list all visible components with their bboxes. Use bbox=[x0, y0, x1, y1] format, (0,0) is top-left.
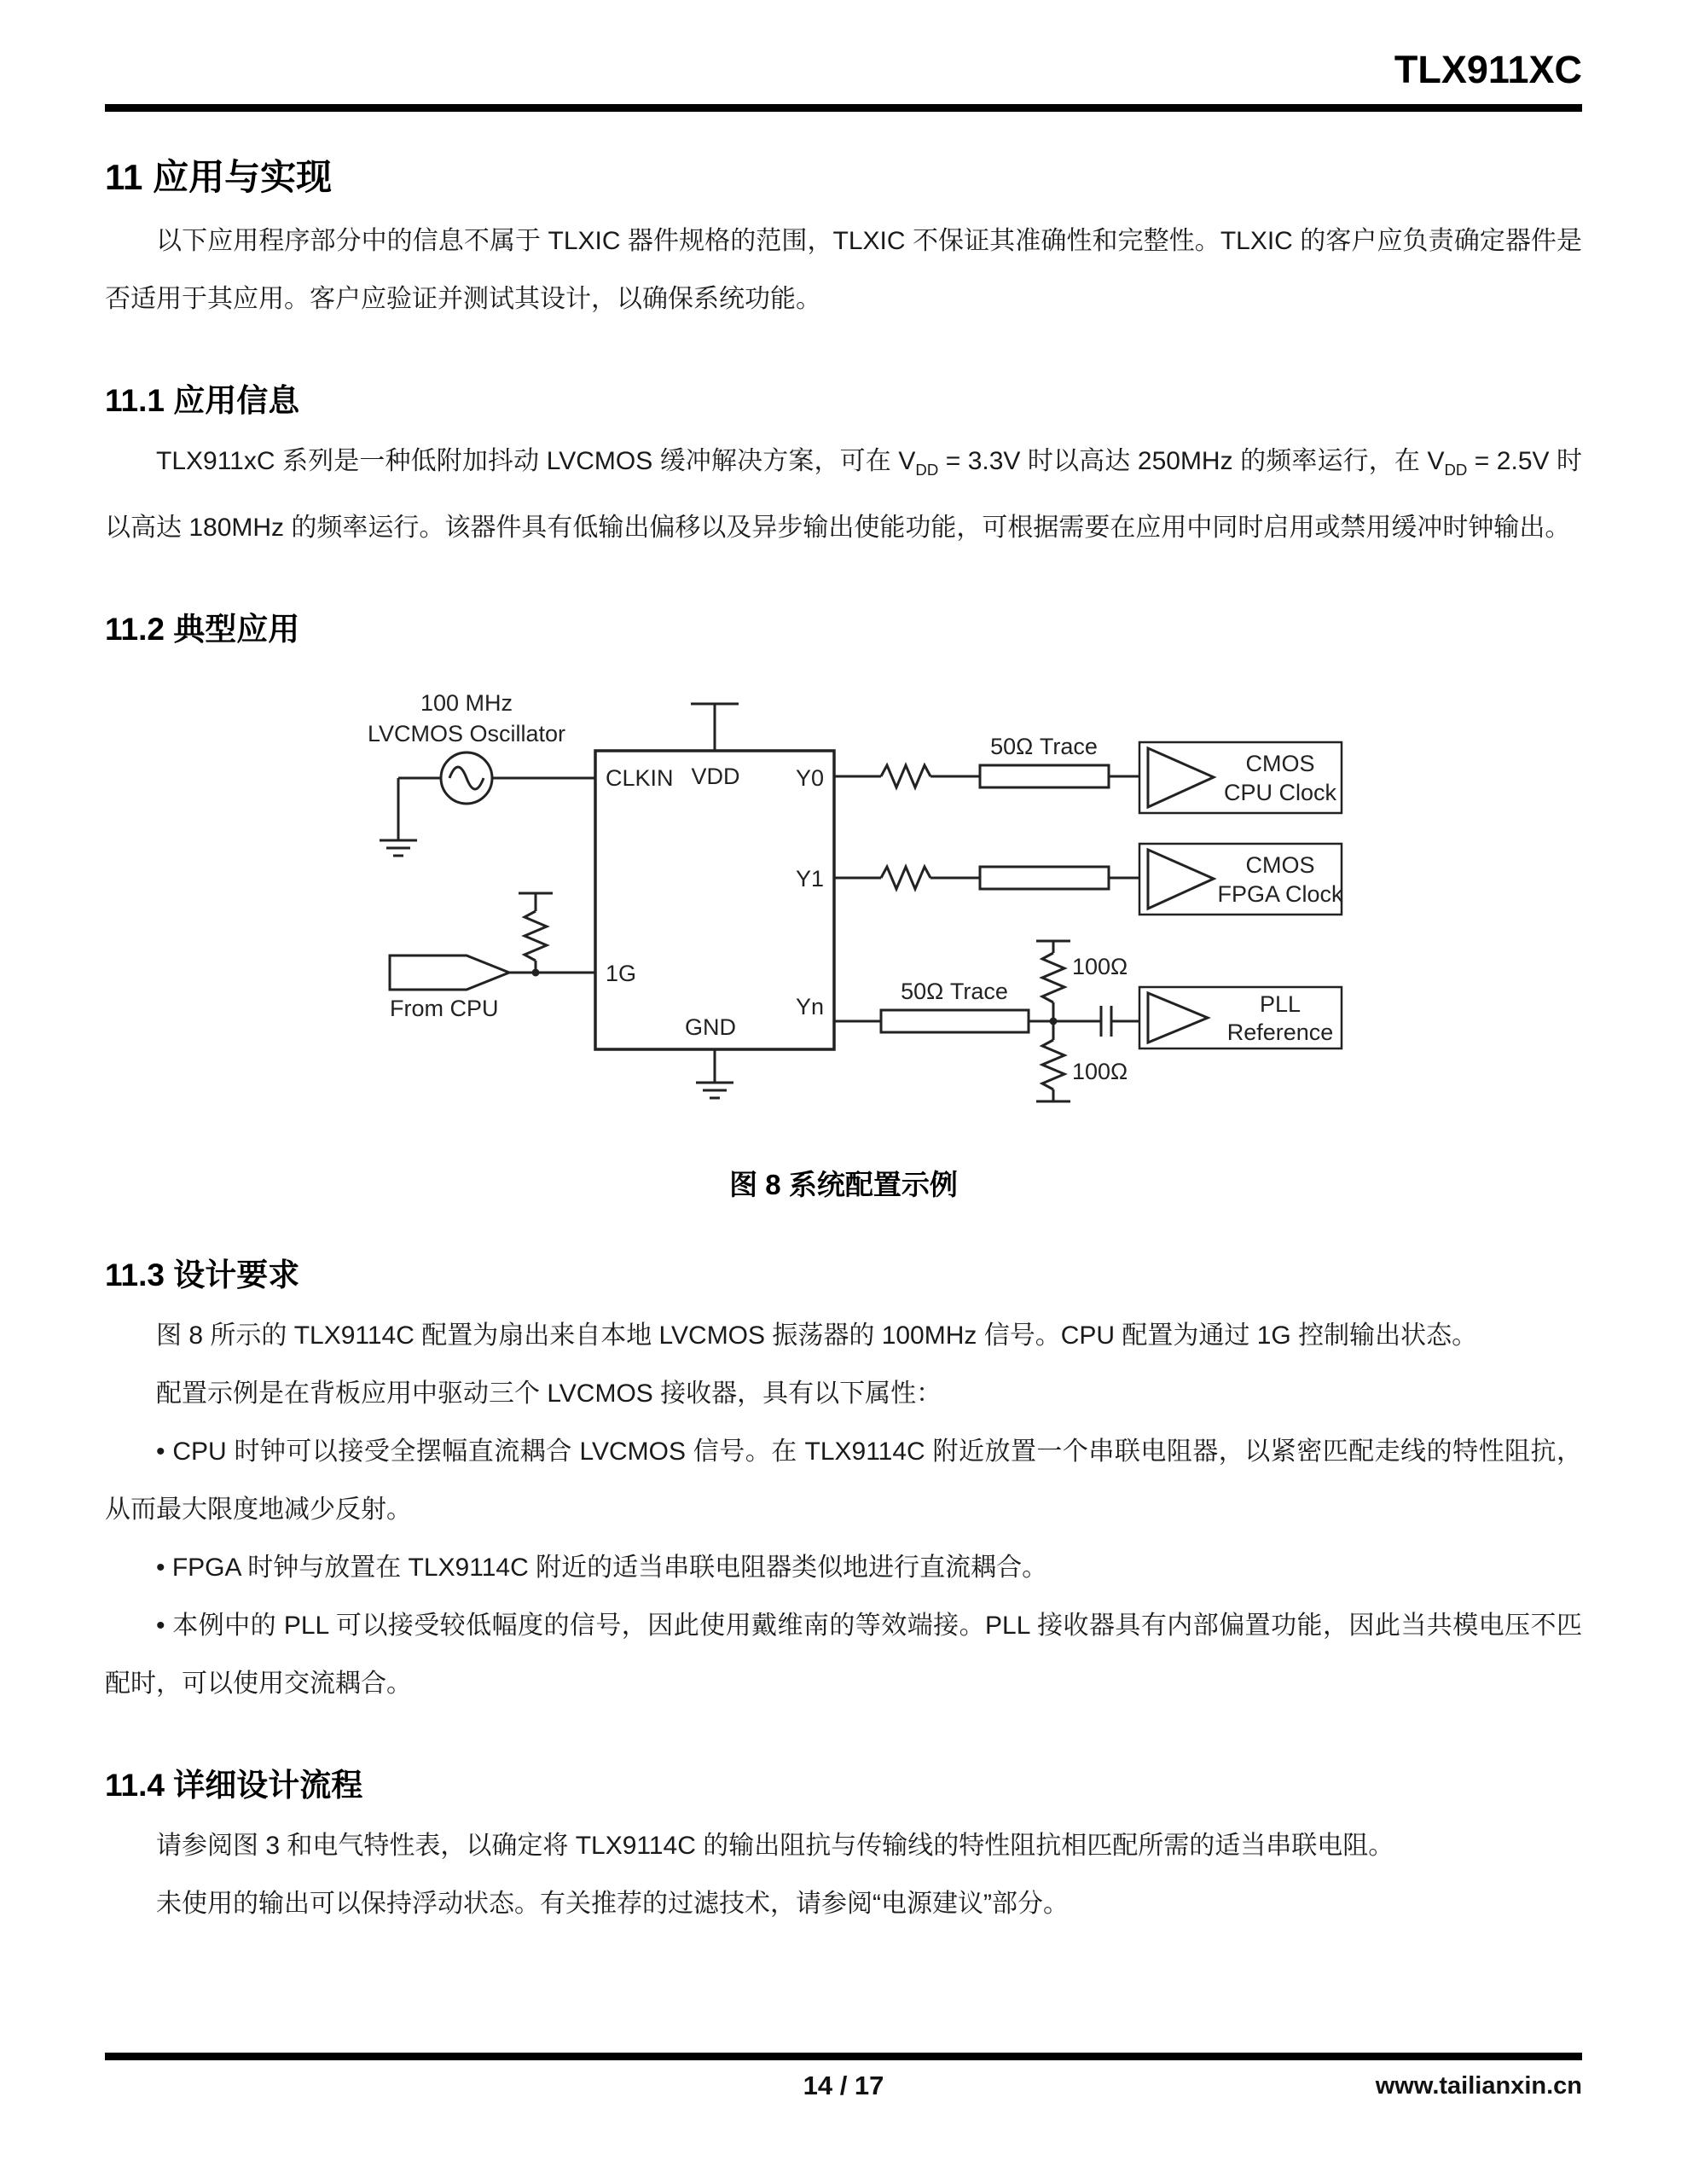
trace-box bbox=[980, 867, 1109, 889]
from-cpu-flag-icon bbox=[390, 956, 509, 990]
para-segment: TLX911xC 系列是一种低附加抖动 LVCMOS 缓冲解决方案，可在 V bbox=[156, 447, 916, 475]
section-11-2-heading: 11.2 典型应用 bbox=[105, 612, 300, 647]
figure-caption: 图 8 系统配置示例 bbox=[729, 1169, 958, 1200]
header-rule bbox=[105, 104, 1582, 112]
pll-receiver-line1: PLL bbox=[1259, 991, 1301, 1017]
section-11-3-heading: 11.3 设计要求 bbox=[105, 1258, 300, 1292]
doc-title: TLX911XC bbox=[1394, 48, 1582, 91]
pll-receiver-line2: Reference bbox=[1226, 1019, 1334, 1045]
buffer-triangle-icon bbox=[1148, 850, 1214, 909]
ground-icon bbox=[380, 840, 417, 856]
fpga-receiver-line1: CMOS bbox=[1245, 852, 1315, 878]
section-11-3-paragraph-1: 图 8 所示的 TLX9114C 配置为扇出来自本地 LVCMOS 振荡器的 100MHz 信号。CPU 配置为通过 1G 控制输出状态。 bbox=[156, 1321, 1478, 1350]
section-11-paragraph: 以下应用程序部分中的信息不属于 TLXIC 器件规格的范围，TLXIC 不保证其准确性和完整性。TLXIC 的客户应负责确定器件是否适用于其应用。客户应验证并测试其设计，以确保系统功能。 bbox=[105, 227, 1582, 313]
pin-1g-label: 1G bbox=[606, 961, 637, 986]
section-11-4-paragraph-2: 未使用的输出可以保持浮动状态。有关推荐的过滤技术，请参阅“电源建议”部分。 bbox=[156, 1890, 1069, 1918]
para-segment: = 2.5V 时以高达 180MHz 的频率运行。该器件具有低输出偏移以及异步输出使能功能，可根据需要在应用中同时启用或禁用缓冲时钟输出。 bbox=[105, 447, 1582, 542]
resistor-icon bbox=[525, 911, 547, 961]
pin-vdd-label: VDD bbox=[691, 764, 740, 789]
pin-gnd-label: GND bbox=[685, 1014, 736, 1040]
fpga-receiver-line2: FPGA Clock bbox=[1217, 881, 1343, 907]
trace-label-bottom: 50Ω Trace bbox=[901, 979, 1008, 1004]
resistor-icon bbox=[881, 867, 930, 889]
pullup-wire bbox=[519, 893, 553, 973]
bullet-pll: • 本例中的 PLL 可以接受较低幅度的信号，因此使用戴维南的等效端接。PLL 接收器具有内部偏置功能，因此当共模电压不匹配时，可以使用交流耦合。 bbox=[105, 1612, 1582, 1698]
section-11-4-paragraph-1: 请参阅图 3 和电气特性表，以确定将 TLX9114C 的输出阻抗与传输线的特性阻抗相匹配所需的适当串联电阻。 bbox=[156, 1832, 1394, 1860]
pin-yn-label: Yn bbox=[795, 994, 824, 1019]
section-11-1-heading: 11.1 应用信息 bbox=[105, 383, 300, 418]
para-segment: = 3.3V 时以高达 250MHz 的频率运行，在 V bbox=[938, 447, 1445, 475]
from-cpu-label: From CPU bbox=[390, 996, 499, 1021]
trace-box bbox=[980, 765, 1109, 787]
trace-box bbox=[881, 1010, 1029, 1032]
resistor-bottom-label: 100Ω bbox=[1072, 1059, 1128, 1084]
section-11-heading: 11 应用与实现 bbox=[105, 157, 333, 197]
ground-icon bbox=[696, 1083, 733, 1098]
pin-clkin-label: CLKIN bbox=[606, 765, 674, 791]
oscillator-wire bbox=[398, 778, 595, 840]
cpu-receiver-line2: CPU Clock bbox=[1223, 780, 1337, 805]
vdd-subscript: DD bbox=[915, 461, 939, 479]
vdd-rail-icon bbox=[691, 704, 739, 751]
cpu-receiver-line1: CMOS bbox=[1245, 751, 1315, 776]
system-configuration-diagram bbox=[216, 670, 1376, 1147]
website-link[interactable]: www.tailianxin.cn bbox=[1375, 2072, 1582, 2100]
resistor-icon bbox=[1042, 953, 1064, 1002]
bullet-fpga-clock: • FPGA 时钟与放置在 TLX9114C 附近的适当串联电阻器类似地进行直流耦合。 bbox=[156, 1554, 1048, 1582]
resistor-top-label: 100Ω bbox=[1072, 954, 1128, 979]
buffer-triangle-icon bbox=[1148, 993, 1208, 1043]
trace-label-top: 50Ω Trace bbox=[990, 734, 1098, 759]
bullet-cpu-clock: • CPU 时钟可以接受全摆幅直流耦合 LVCMOS 信号。在 TLX9114C 附近放置一个串联电阻器，以紧密匹配走线的特性阻抗，从而最大限度地减少反射。 bbox=[105, 1438, 1582, 1524]
oscillator-label-line1: 100 MHz bbox=[420, 690, 513, 716]
page-footer bbox=[105, 2053, 1582, 2101]
page-header bbox=[105, 0, 1582, 112]
pin-y0-label: Y0 bbox=[795, 765, 824, 791]
section-11-1-paragraph bbox=[105, 433, 1582, 557]
buffer-triangle-icon bbox=[1148, 748, 1214, 807]
section-11-4-heading: 11.4 详细设计流程 bbox=[105, 1768, 363, 1803]
footer-rule bbox=[105, 2053, 1582, 2060]
capacitor-icon bbox=[1101, 1006, 1111, 1037]
oscillator-label-line2: LVCMOS Oscillator bbox=[367, 721, 566, 746]
resistor-icon bbox=[881, 765, 930, 787]
section-11-3-paragraph-2: 配置示例是在背板应用中驱动三个 LVCMOS 接收器，具有以下属性： bbox=[156, 1380, 942, 1408]
vdd-subscript: DD bbox=[1444, 461, 1468, 479]
pin-y1-label: Y1 bbox=[795, 866, 824, 892]
figure-8 bbox=[105, 670, 1582, 1203]
resistor-icon bbox=[1042, 1040, 1064, 1089]
page-number: 14 / 17 bbox=[803, 2071, 884, 2100]
